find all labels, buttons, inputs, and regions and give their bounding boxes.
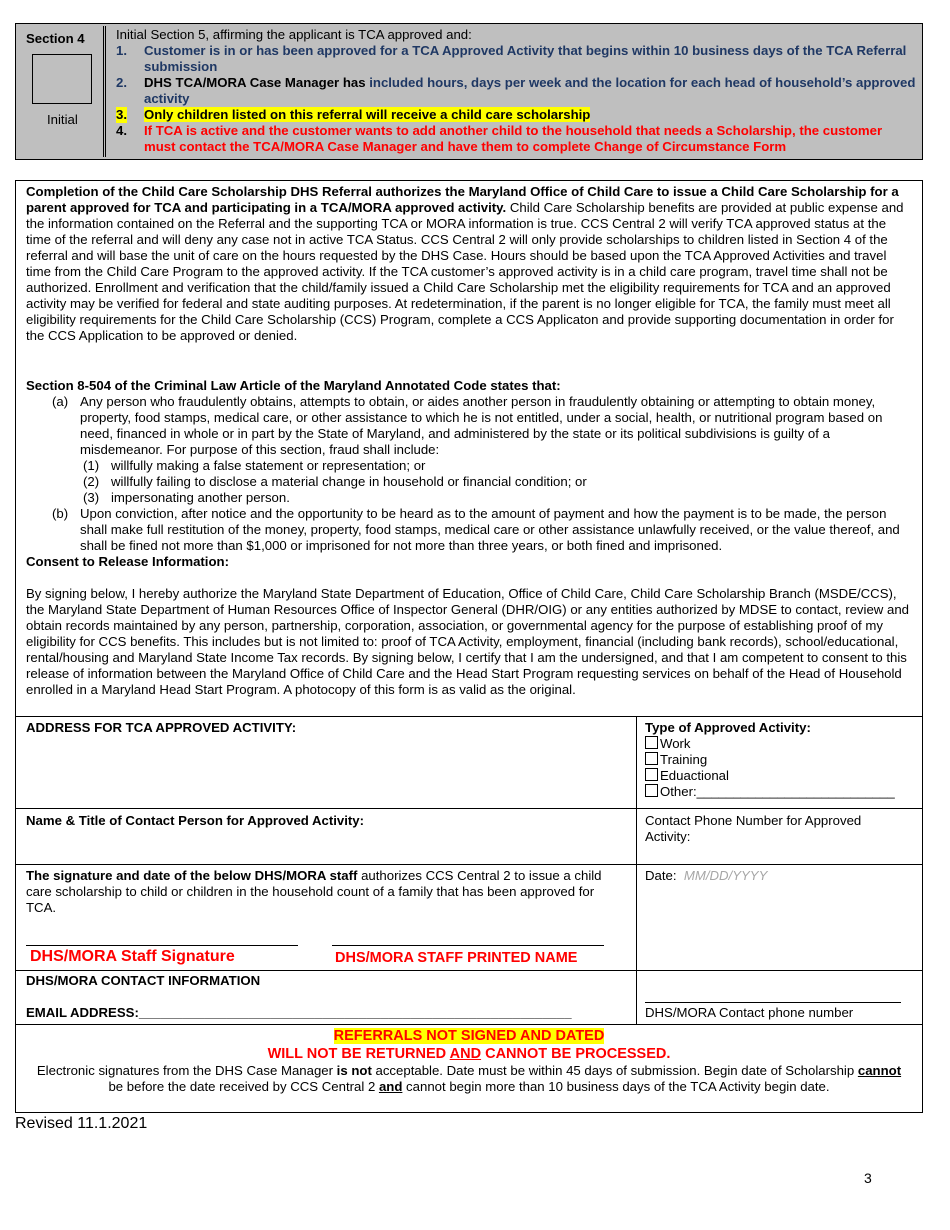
section-4-content xyxy=(116,27,916,155)
staff-signature-label: DHS/MORA Staff Signature xyxy=(30,948,235,965)
activity-option-training[interactable]: Training xyxy=(645,752,915,768)
section-4-item: 3. Only children listed on this referral will receive a child care scholarship xyxy=(116,107,591,122)
address-label: ADDRESS FOR TCA APPROVED ACTIVITY: xyxy=(26,720,297,735)
notice-paragraph: Electronic signatures from the DHS Case Manager is not acceptable. Date must be within 45 days of submission. Begin date of Scholarship cannot be before the date received by CCS Central 2 and cannot begin more than 10 business days of the TCA Activity begin date. xyxy=(36,1063,902,1094)
fraud-subclause: (1) willfully making a false statement or representation; or xyxy=(83,458,426,473)
activity-type-group xyxy=(645,720,915,800)
section-4-item: 1. Customer is in or has been approved for a TCA Approved Activity that begins within 10 business days of the TCA Referral submission xyxy=(116,43,907,74)
activity-option-work[interactable]: Work xyxy=(645,736,915,752)
completion-paragraph: Completion of the Child Care Scholarship DHS Referral authorizes the Maryland Office of Child Care to issue a Child Care Scholarship for a parent approved for TCA and participating in a TCA/MORA approved activity. Child Care Scholarship benefits are provided at public expense and the information contained on the Referral and the supporting TCA or MORA information is true. CCS Central 2 will verify TCA approved status at the time of the referral and will deny any case not in active TCA Status. CCS Central 2 will only provide scholarships to children listed in Section 4 of the referral and will base the unit of care on the hours requested by the DHS Case. Hours should be based upon the TCA Approved Activities and travel time from the Child Care Program to the approved activity. If the TCA customer’s approved activity is in a child care program, travel time shall not be authorized. Enrollment and verification that the child/family issued a Child Care Scholarship met the eligibility requirements for TCA and an approved activity may be verified for federal and state auditing purposes. At redetermination, if the parent is no longer eligible for TCA, the family must meet all eligibility requirements for the Child Care Scholarship (CCS) Program, complete a CCS Applicaton and provide supporting documentation in order for the CCS Application to be approved or denied. xyxy=(26,184,904,343)
section-4-title: Section 4 xyxy=(26,31,85,46)
date-field[interactable]: Date: MM/DD/YYYY xyxy=(645,868,768,883)
checkbox[interactable] xyxy=(645,768,658,781)
notice-line-2: WILL NOT BE RETURNED AND CANNOT BE PROCESSED. xyxy=(267,1046,671,1062)
email-address-field[interactable]: EMAIL ADDRESS:___________________________________________________________ xyxy=(26,1005,572,1020)
staff-printed-name-line[interactable] xyxy=(332,945,604,946)
fraud-section xyxy=(26,378,916,554)
page-number: 3 xyxy=(864,1170,872,1186)
contact-person-label: Name & Title of Contact Person for Approved Activity: xyxy=(26,813,365,828)
activity-option-educational[interactable]: Eduactional xyxy=(645,768,915,784)
section-4-intro: Initial Section 5, affirming the applicant is TCA approved and: xyxy=(116,27,472,42)
section-4-label-cell xyxy=(18,26,106,157)
staff-printed-name-label: DHS/MORA STAFF PRINTED NAME xyxy=(335,950,578,966)
consent-paragraph: By signing below, I hereby authorize the Maryland State Department of Education, Office of Child Care, Child Care Scholarship Branch (MSDE/CCS), the Maryland State Department of Human Resources Office of Inspector General (DHR/OIG) or any entities authorized by MDSE to contact, review and obtain records maintained by any person, partnership, corporation, association, or governmental agency for the purpose of establishing proof of my eligibility for CCS benefits. This includes but is not limited to: proof of TCA Activity, employment, financial (including bank records), school/educational, rental/housing and Maryland State Income Tax records. By signing below, I certify that I am the undersigned, and that I am competent to consent to this release of information between the Maryland Office of Child Care and the Head Start Program requesting services on behalf of the Head of Household enrolled in a Maryland Head Start Program. A photocopy of this form is as valid as the original. xyxy=(26,586,909,697)
dhs-phone-label: DHS/MORA Contact phone number xyxy=(645,1005,854,1020)
fraud-subclause: (2) willfully failing to disclose a material change in household or financial condition; or xyxy=(83,474,587,489)
referral-authorization-box xyxy=(15,180,923,1113)
section-4-item: 4. If TCA is active and the customer wants to add another child to the household that needs a Scholarship, the customer must contact the TCA/MORA Case Manager and have them to complete Change of Circumstance Form xyxy=(116,123,883,154)
dhs-phone-line[interactable] xyxy=(645,1002,901,1003)
staff-signature-line[interactable] xyxy=(26,945,298,946)
checkbox[interactable] xyxy=(645,736,658,749)
notice-section xyxy=(16,1027,922,1095)
notice-line-1: REFERRALS NOT SIGNED AND DATED xyxy=(333,1028,605,1044)
fraud-clause-b: (b) Upon conviction, after notice and the opportunity to be heard as to the amount of payment and how the payment is to be made, the person shall make full restitution of the money, property, food stamps, medical care or other assistance unlawfully received, or the value thereof, and shall be fined not more than $1,000 or imprisoned for not more than three years, or both fined and imprisoned. xyxy=(52,506,900,553)
initial-label: Initial xyxy=(47,112,78,127)
fraud-heading: Section 8-504 of the Criminal Law Article of the Maryland Annotated Code states that: xyxy=(26,378,561,393)
dhs-contact-heading: DHS/MORA CONTACT INFORMATION xyxy=(26,973,261,988)
section-4-table xyxy=(15,23,923,160)
initial-box[interactable] xyxy=(32,54,92,104)
section-4-item: 2. DHS TCA/MORA Case Manager has included hours, days per week and the location for each head of household’s approved activity xyxy=(116,75,916,106)
fraud-subclause: (3) impersonating another person. xyxy=(83,490,290,505)
fraud-clause-a: (a) Any person who fraudulently obtains, attempts to obtain, or aides another person in fraudulently obtaining or attempting to obtain money, property, food stamps, medical care, or other assistance to which he is not entitled, under a social, health, or nutritional program based on need, financed in whole or in part by the State of Maryland, and administered by the state or its political subdivisions is guilty of a misdemeanor. For purpose of this section, fraud shall include: xyxy=(52,394,883,457)
revision-date: Revised 11.1.2021 xyxy=(15,1115,148,1132)
consent-heading: Consent to Release Information: xyxy=(26,554,229,569)
contact-phone-label: Contact Phone Number for Approved Activity: xyxy=(645,813,862,844)
checkbox[interactable] xyxy=(645,752,658,765)
activity-option-other[interactable]: Other:___________________________ xyxy=(645,784,915,800)
checkbox[interactable] xyxy=(645,784,658,797)
staff-authorization-text: The signature and date of the below DHS/MORA staff authorizes CCS Central 2 to issue a child care scholarship to child or children in the household count of a family that has been approved for TCA. xyxy=(26,868,602,915)
activity-type-label: Type of Approved Activity: xyxy=(645,720,811,735)
